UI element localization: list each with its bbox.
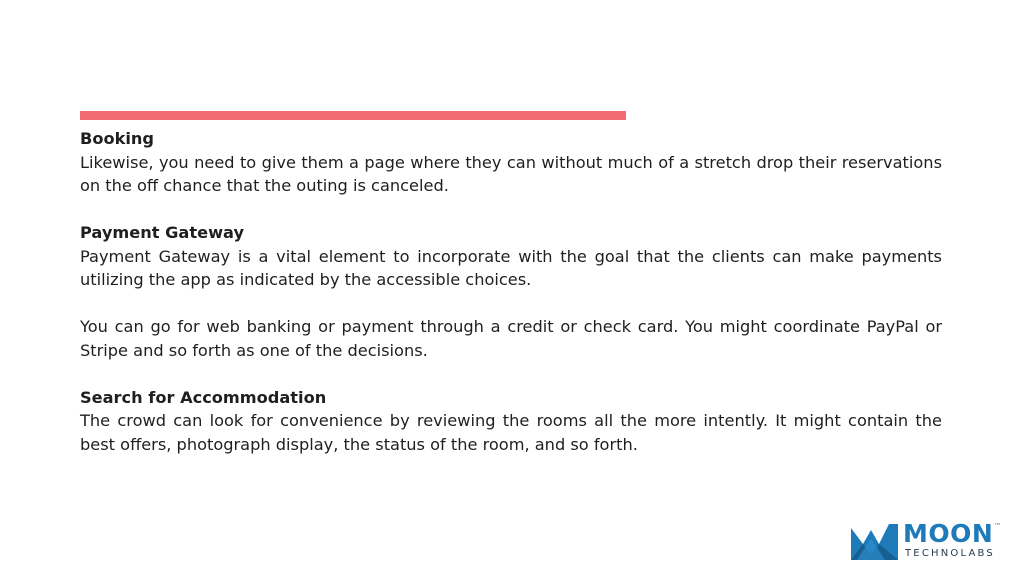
section-booking xyxy=(80,127,942,198)
section-heading: Search for Accommodation xyxy=(80,387,327,407)
logo-wordmark: MOON xyxy=(903,519,994,548)
document-body xyxy=(80,127,942,480)
company-logo xyxy=(851,521,1001,561)
section-paragraph: You can go for web banking or payment through a credit or check card. You might coordinate PayPal or Stripe and so forth as one of the decisions. xyxy=(80,317,942,360)
logo-subtitle: TECHNOLABS xyxy=(905,548,995,559)
section-heading: Payment Gateway xyxy=(80,223,245,242)
moon-technolabs-logo-icon xyxy=(851,524,898,560)
section-paragraph: The crowd can look for convenience by reviewing the rooms all the more intently. It might contain the best offers, photograph display, the status of the room, and so forth. xyxy=(80,411,942,454)
logo-trademark: ™ xyxy=(994,522,1001,530)
section-heading: Booking xyxy=(80,129,155,148)
section-paragraph: Payment Gateway is a vital element to incorporate with the goal that the clients can make payments utilizing the app as indicated by the accessible choices. xyxy=(80,246,942,289)
section-payment-gateway xyxy=(80,221,942,362)
section-paragraph: Likewise, you need to give them a page where they can without much of a stretch drop their reservations on the off chance that the outing is canceled. xyxy=(80,152,942,195)
section-search-for-accommodation xyxy=(80,386,942,457)
accent-bar xyxy=(80,111,626,120)
